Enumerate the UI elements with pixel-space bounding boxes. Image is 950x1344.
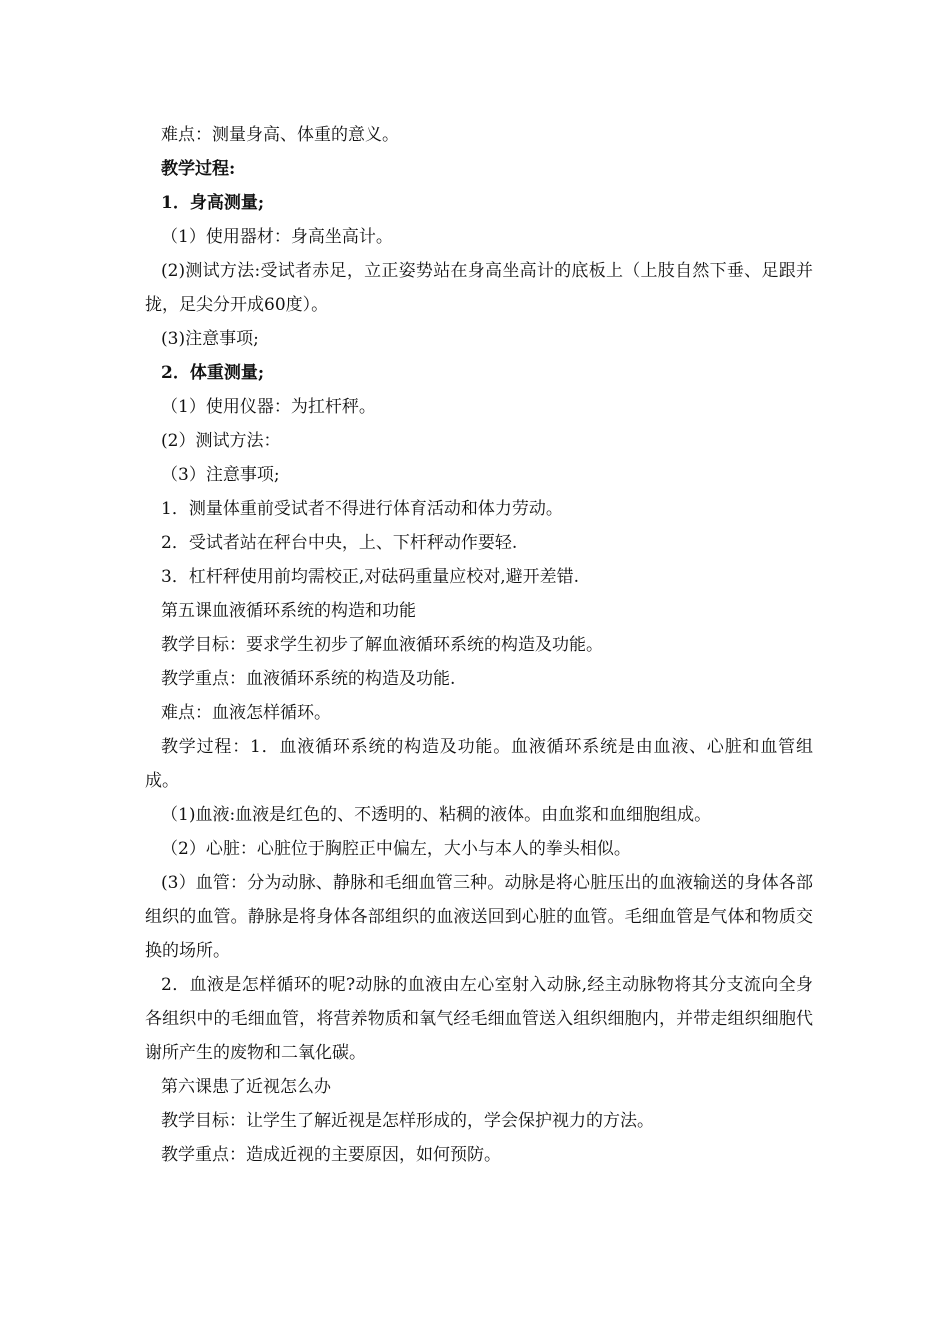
subheading-weight-measurement: 2．体重测量; (161, 363, 265, 383)
paragraph-line: (3）血管：分为动脉、静脉和毛细血管三种。动脉是将心脏压出的血液输送的身体各部组织的血管。静脉是将身体各部组织的血液送回到心脏的血管。毛细血管是气体和物质交换的场所。 (145, 873, 813, 961)
paragraph-line: （1)血液:血液是红色的、不透明的、粘稠的液体。由血浆和血细胞组成。 (161, 805, 712, 825)
paragraph-line: 3．杠杆秤使用前均需校正,对砝码重量应校对,避开差错. (161, 567, 580, 587)
document-body (145, 118, 813, 1172)
paragraph-line: （3）注意事项; (161, 465, 280, 485)
paragraph-line: 2．血液是怎样循环的呢?动脉的血液由左心室射入动脉,经主动脉物将其分支流向全身各组织中的毛细血管，将营养物质和氧气经毛细血管送入组织细胞内，并带走组织细胞代谢所产生的废物和二氧化碳。 (145, 975, 813, 1063)
paragraph-line: （2）心脏：心脏位于胸腔正中偏左，大小与本人的拳头相似。 (161, 839, 631, 859)
paragraph-line: （1）使用器材：身高坐高计。 (161, 227, 393, 247)
paragraph-line: 教学过程：1．血液循环系统的构造及功能。血液循环系统是由血液、心脏和血管组成。 (145, 737, 813, 791)
section-heading-teaching-process: 教学过程: (161, 159, 236, 179)
subheading-height-measurement: 1．身高测量; (161, 193, 265, 213)
paragraph-line: 1．测量体重前受试者不得进行体育活动和体力劳动。 (161, 499, 563, 519)
lesson-title-line: 第六课患了近视怎么办 (161, 1077, 331, 1097)
paragraph-line: 难点：血液怎样循环。 (161, 703, 331, 723)
paragraph-line: 2．受试者站在秤台中央，上、下杆秤动作要轻. (161, 533, 518, 553)
paragraph-line: （1）使用仪器：为扛杆秤。 (161, 397, 376, 417)
difficulty-line: 难点：测量身高、体重的意义。 (161, 125, 399, 145)
lesson-title-line: 第五课血液循环系统的构造和功能 (161, 601, 416, 621)
paragraph-line: (2）测试方法： (161, 431, 281, 451)
paragraph-line: (2)测试方法:受试者赤足，立正姿势站在身高坐高计的底板上（上肢自然下垂、足跟并拢，足尖分开成60度）。 (145, 261, 813, 315)
paragraph-line: (3)注意事项; (161, 329, 259, 349)
paragraph-line: 教学重点：血液循环系统的构造及功能. (161, 669, 456, 689)
paragraph-line: 教学目标：要求学生初步了解血液循环系统的构造及功能。 (161, 635, 603, 655)
paragraph-line: 教学重点：造成近视的主要原因，如何预防。 (161, 1145, 501, 1165)
paragraph-line: 教学目标：让学生了解近视是怎样形成的，学会保护视力的方法。 (161, 1111, 654, 1131)
